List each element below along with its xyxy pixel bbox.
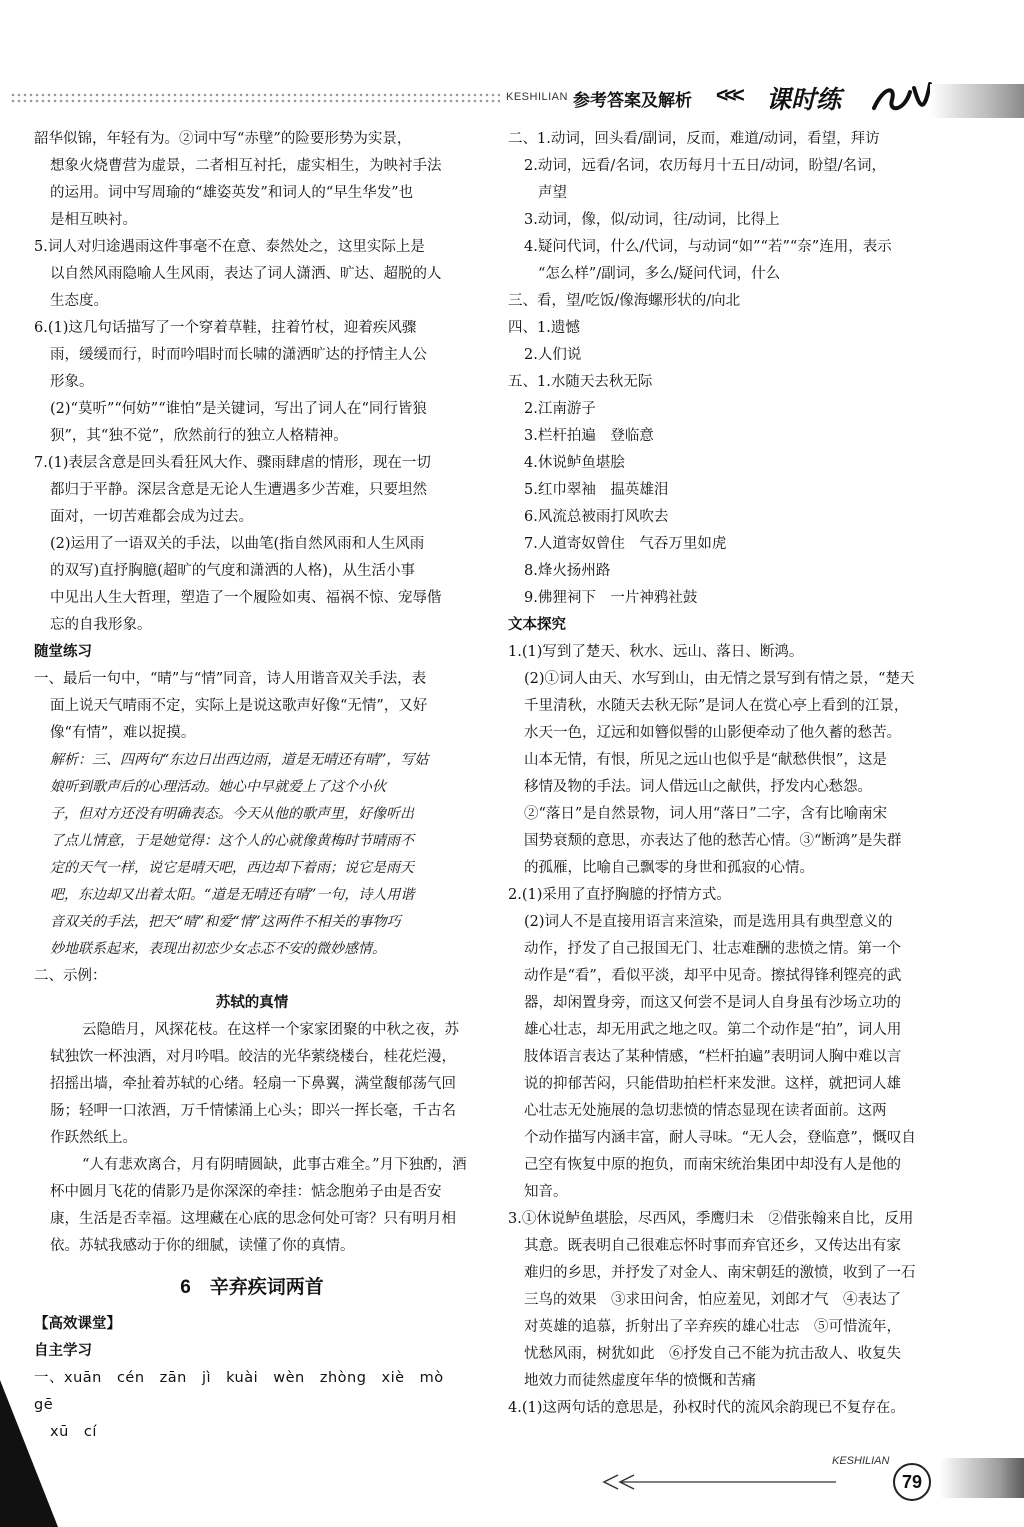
inquiry-1-line: 1.(1)写到了楚天、秋水、远山、落日、断鸿。 — [508, 644, 804, 660]
answer-line: 2.动词，远看/名词，农历每月十五日/动词，盼望/名词， — [524, 158, 886, 174]
essay-paragraph: 云隐皓月，风探花枝。在这样一个家家团聚的中秋之夜，苏轼独饮一杯浊酒，对月吟唱。皎洁的光华萦绕楼台，桂花烂漫，招摇出墙，牵扯着苏轼的心绪。轻扇一下鼻翼，满堂馥郁荡气回肠；轻呷一口浓酒，万千情愫涌上心头；即兴一挥长毫，千古名作跃然纸上。 — [50, 1022, 459, 1146]
answer-line: “怎么样”/副词，多么/疑问代词，什么 — [538, 266, 781, 282]
inquiry-2-line: 器，却闲置身旁，而这又何尝不是词人自身虽有沙场立功的 — [524, 995, 901, 1011]
answer-5-line: 以自然风雨隐喻人生风雨，表达了词人潇洒、旷达、超脱的人 — [50, 266, 442, 282]
inquiry-2-line: 动作，抒发了自己报国无门、壮志难酬的悲愤之情。第一个 — [524, 941, 901, 957]
header-gradient-bar — [930, 84, 1024, 118]
answer-7-line: 都归于平静。深层含意是无论人生遭遇多少苦难，只要坦然 — [50, 482, 427, 498]
inquiry-2-line: 动作是“看”，看似平淡，却平中见奇。擦拭得锋利铿亮的武 — [524, 968, 902, 984]
corner-shadow — [0, 1380, 58, 1527]
inquiry-2-line: 说的抑郁苦闷，只能借助拍栏杆来发泄。这样，就把词人雄 — [524, 1076, 901, 1092]
practice-line: 面上说天气晴雨不定，实际上是说这歌声好像“无情”，又好 — [50, 698, 428, 714]
inquiry-2-line: 个动作描写内涵丰富，耐人寻味。“无人会，登临意”，慨叹自 — [524, 1130, 916, 1146]
analysis-line: 定的天气一样，说它是晴天吧，西边却下着雨；说它是雨天 — [50, 860, 414, 876]
inquiry-1-line: (2)①词人由天、水写到山，由无情之景写到有情之景，“楚天 — [524, 671, 915, 687]
text-line: 的运用。词中写周瑜的“雄姿英发”和词人的“早生华发”也 — [50, 185, 414, 201]
answer-6-line: 6.(1)这几句话描写了一个穿着草鞋，拄着竹杖，迎着疾风骤 — [34, 320, 417, 336]
inquiry-2-line: 己空有恢复中原的抱负，而南宋统治集团中却没有人是他的 — [524, 1157, 901, 1173]
right-column — [508, 126, 954, 1422]
answer-line: 7.人道寄奴曾住 气吞万里如虎 — [524, 536, 727, 552]
pinyin-line: 一、xuān cén zān jì kuài wèn zhòng xiè mò gē — [34, 1370, 444, 1413]
inquiry-1-line: 的孤雁，比喻自己飘零的身世和孤寂的心情。 — [524, 860, 814, 876]
left-column — [34, 126, 470, 1446]
answer-line: 五、1.水随天去秋无际 — [508, 374, 653, 390]
answer-6-line: (2)“莫听”“何妨”“谁怕”是关键词，写出了词人在“同行皆狼 — [50, 401, 427, 417]
answer-7-line: 忘的自我形象。 — [50, 617, 152, 633]
header-chevrons: <<< — [716, 84, 741, 107]
header-answers-title: 参考答案及解析 — [573, 91, 692, 110]
lesson-title: 6 辛弃疾词两首 — [180, 1277, 324, 1298]
header-brand-small: KESHILIAN — [506, 91, 568, 103]
text-line: 想象火烧曹营为虚景，二者相互衬托，虚实相生，为映衬手法 — [50, 158, 442, 174]
answer-7-line: 7.(1)表层含意是回头看狂风大作、骤雨肆虐的情形，现在一切 — [34, 455, 431, 471]
inquiry-2-line: 雄心壮志，却无用武之地之叹。第二个动作是“拍”，词人用 — [524, 1022, 902, 1038]
inquiry-3-line: 三鸟的效果 ③求田问舍，怕应羞见，刘郎才气 ④表达了 — [524, 1292, 901, 1308]
analysis-line: 吧，东边却又出着太阳。“道是无晴还有晴”一句，诗人用谐 — [50, 887, 415, 903]
footer-gradient-bar — [940, 1458, 1024, 1498]
answer-7-line: 面对，一切苦难都会成为过去。 — [50, 509, 253, 525]
practice-heading: 随堂练习 — [34, 644, 92, 660]
inquiry-1-line: 移情及物的手法。词人借远山之献供，抒发内心愁怨。 — [524, 779, 872, 795]
answer-line: 二、1.动词，回头看/副词，反而，难道/动词，看望，拜访 — [508, 131, 880, 147]
essay-body — [34, 1017, 470, 1260]
answer-7-line: (2)运用了一语双关的手法，以曲笔(指自然风雨和人生风雨 — [50, 536, 425, 552]
answer-line: 4.疑问代词，什么/代词，与动词“如”“若”“奈”连用，表示 — [524, 239, 892, 255]
header-brand-title: 课时练 — [766, 86, 842, 114]
inquiry-3-line: 地效力而徒然虚度年华的愤慨和苦痛 — [524, 1373, 756, 1389]
inquiry-2-line: 2.(1)采用了直抒胸臆的抒情方式。 — [508, 887, 731, 903]
analysis-line: 妙地联系起来，表现出初恋少女忐忑不安的微妙感情。 — [50, 941, 386, 957]
inquiry-3-line: 难归的乡思，并抒发了对金人、南宋朝廷的激愤，收到了一石 — [524, 1265, 916, 1281]
efficient-class-heading: 【高效课堂】 — [34, 1316, 121, 1332]
inquiry-3-line: 对英雄的追慕，折射出了辛弃疾的雄心壮志 ⑤可惜流年， — [524, 1319, 901, 1335]
answer-line: 三、看，望/吃饭/像海螺形状的/向北 — [508, 293, 741, 309]
inquiry-1-line: 国势衰颓的意思，亦表达了他的愁苦心情。③“断鸿”是失群 — [524, 833, 902, 849]
answer-line: 5.红巾翠袖 揾英雄泪 — [524, 482, 669, 498]
answer-line: 8.烽火扬州路 — [524, 563, 611, 579]
page-number: 79 — [893, 1463, 931, 1501]
inquiry-3-line: 忧愁风雨，树犹如此 ⑥抒发自己不能为抗击敌人、收复失 — [524, 1346, 901, 1362]
answer-6-line: 狈”，其“独不觉”，欣然前行的独立人格精神。 — [50, 428, 348, 444]
footer-arrow-icon — [600, 1472, 840, 1492]
answer-5-line: 生态度。 — [50, 293, 108, 309]
example-label: 二、示例： — [34, 968, 107, 984]
practice-line: 像“有情”，难以捉摸。 — [50, 725, 196, 741]
analysis-line: 了点儿情意，于是她觉得：这个人的心就像黄梅时节晴雨不 — [50, 833, 414, 849]
analysis-line: 子，但对方还没有明确表态。今天从他的歌声里，好像听出 — [50, 806, 414, 822]
answer-7-line: 中见出人生大哲理，塑造了一个履险如夷、福祸不惊、宠辱偕 — [50, 590, 442, 606]
inquiry-2-line: 肢体语言表达了某种情感，“栏杆拍遍”表明词人胸中难以言 — [524, 1049, 902, 1065]
text-line: 韶华似锦，年轻有为。②词中写“赤壁”的险要形势为实景， — [34, 131, 412, 147]
answer-line: 2.人们说 — [524, 347, 582, 363]
answer-line: 四、1.遗憾 — [508, 320, 580, 336]
page-header — [0, 78, 1024, 122]
inquiry-3-line: 其意。既表明自己很难忘怀时事而弃官还乡，又传达出有家 — [524, 1238, 901, 1254]
answer-line: 9.佛狸祠下 一片神鸦社鼓 — [524, 590, 698, 606]
answer-6-line: 形象。 — [50, 374, 94, 390]
analysis-line: 解析：三、四两句“东边日出西边雨，道是无晴还有晴”，写姑 — [50, 752, 429, 768]
practice-line: 一、最后一句中，“晴”与“情”同音，诗人用谐音双关手法，表 — [34, 671, 427, 687]
pinyin-line: xū cí — [50, 1424, 97, 1440]
inquiry-1-line: 山本无情，有恨，所见之远山也似乎是“献愁供恨”，这是 — [524, 752, 887, 768]
text-line: 是相互映衬。 — [50, 212, 137, 228]
answer-line: 声望 — [538, 185, 567, 201]
inquiry-1-line: 水天一色，辽远和如簪似髻的山影便牵动了他久蓄的愁苦。 — [524, 725, 901, 741]
answer-6-line: 雨，缓缓而行，时而吟唱时而长啸的潇洒旷达的抒情主人公 — [50, 347, 427, 363]
inquiry-2-line: 心壮志无处施展的急切悲愤的情态显现在读者面前。这两 — [524, 1103, 887, 1119]
analysis-line: 娘听到歌声后的心理活动。她心中早就爱上了这个小伙 — [50, 779, 386, 795]
answer-line: 3.动词，像，似/动词，往/动词，比得上 — [524, 212, 780, 228]
analysis-line: 音双关的手法，把天“晴”和爱“情”这两件不相关的事物巧 — [50, 914, 401, 930]
answer-line: 3.栏杆拍遍 登临意 — [524, 428, 654, 444]
inquiry-3-line: 3.①休说鲈鱼堪脍，尽西风，季鹰归未 ②借张翰来自比，反用 — [508, 1211, 914, 1227]
inquiry-2-line: (2)词人不是直接用语言来渲染，而是选用具有典型意义的 — [524, 914, 893, 930]
answer-5-line: 5.词人对归途遇雨这件事毫不在意、泰然处之，这里实际上是 — [34, 239, 425, 255]
inquiry-1-line: 千里清秋，水随天去秋无际”是词人在赏心亭上看到的江景， — [524, 698, 909, 714]
self-study-heading: 自主学习 — [34, 1343, 92, 1359]
inquiry-4-line: 4.(1)这两句话的意思是，孙权时代的流风余韵现已不复存在。 — [508, 1400, 905, 1416]
inquiry-2-line: 知音。 — [524, 1184, 568, 1200]
essay-paragraph: “人有悲欢离合，月有阴晴圆缺，此事古难全。”月下独酌，酒杯中圆月飞花的倩影乃是你深深的牵挂：惦念胞弟子由是否安康，生活是否幸福。这埋藏在心底的思念何处可寄？只有明月相依。苏轼我感动于你的细腻，读懂了你的真情。 — [50, 1157, 467, 1254]
answer-7-line: 的双写)直抒胸臆(超旷的气度和潇洒的人格)，从生活小事 — [50, 563, 415, 579]
footer-brand-small: KESHILIAN — [832, 1455, 890, 1467]
inquiry-1-line: ②“落日”是自然景物，词人用“落日”二字，含有比喻南宋 — [524, 806, 888, 822]
answer-line: 6.风流总被雨打风吹去 — [524, 509, 669, 525]
answer-line: 4.休说鲈鱼堪脍 — [524, 455, 625, 471]
essay-title: 苏轼的真情 — [215, 995, 289, 1011]
text-inquiry-heading: 文本探究 — [508, 617, 566, 633]
header-dot-pattern — [10, 92, 500, 104]
answer-line: 2.江南游子 — [524, 401, 596, 417]
